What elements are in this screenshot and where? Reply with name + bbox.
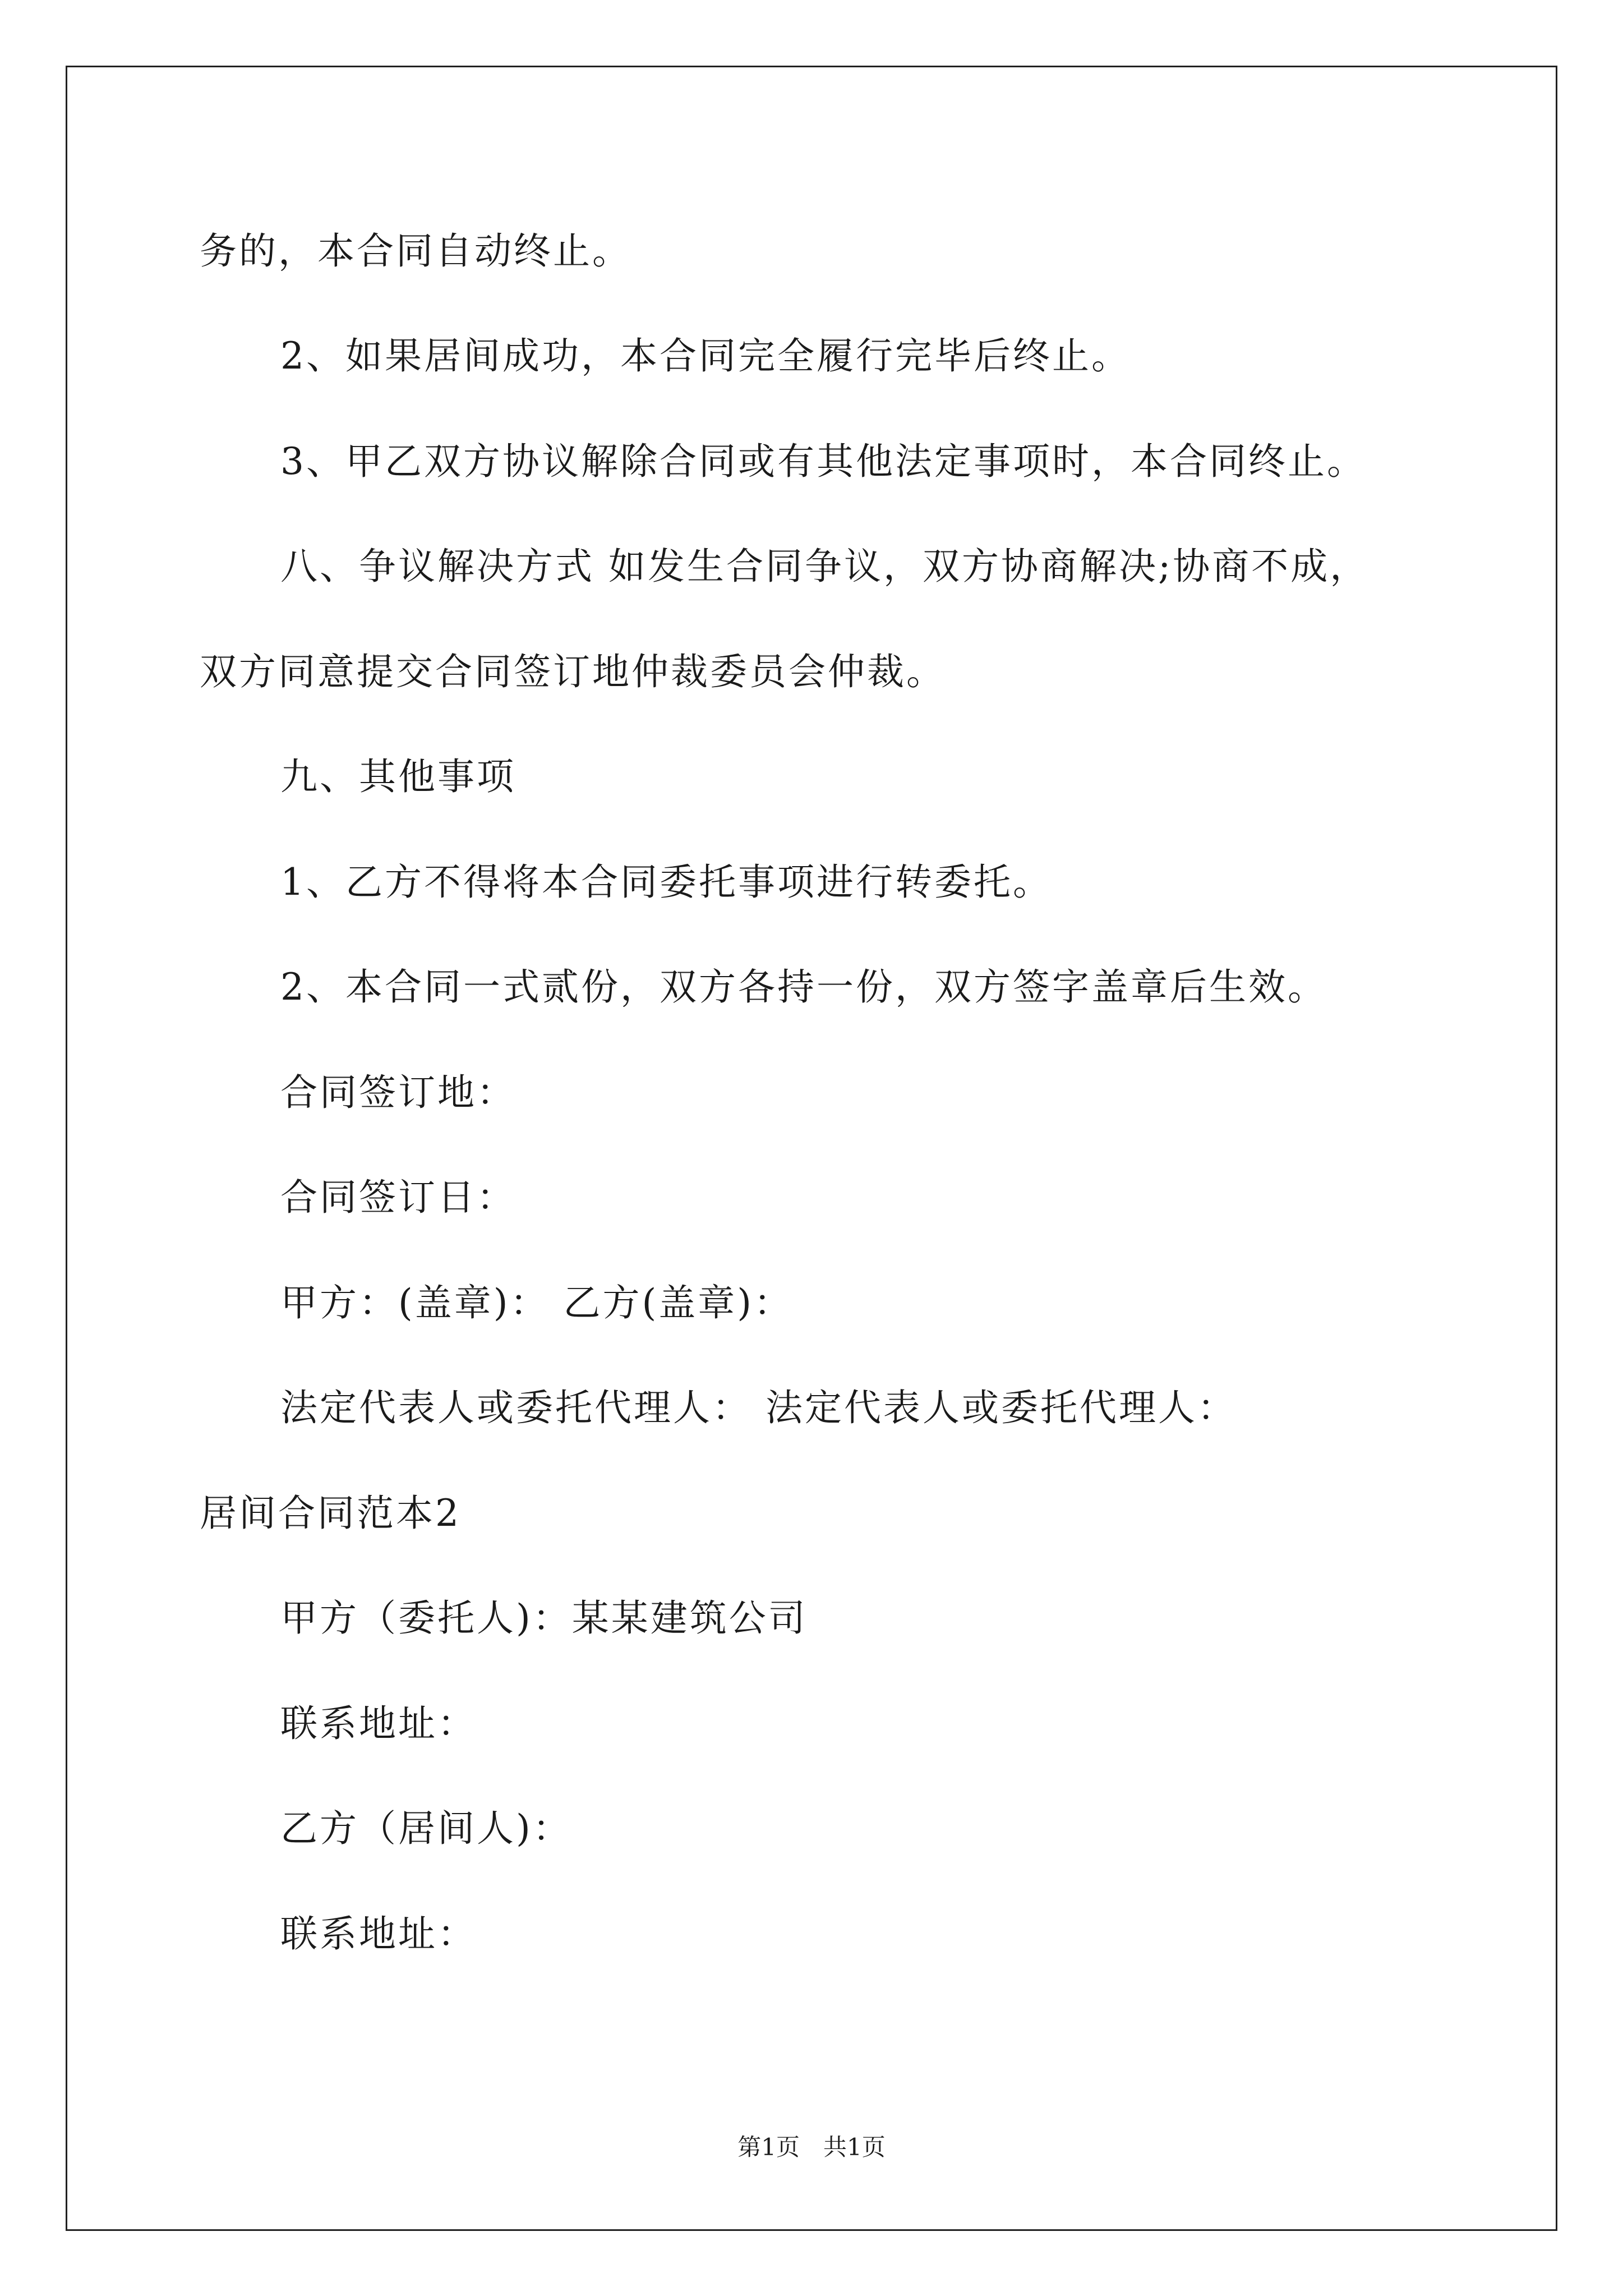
party-a-line: 甲方（委托人)：某某建筑公司 [280, 1596, 808, 1640]
page-number-footer: 第1页 共1页 [737, 2133, 886, 2161]
representative-line: 法定代表人或委托代理人： 法定代表人或委托代理人： [280, 1386, 1237, 1429]
party-b-line: 乙方（居间人)： [280, 1807, 572, 1850]
section-heading-other-matters: 九、其他事项 [280, 755, 516, 798]
party-seal-line: 甲方：(盖章)： 乙方(盖章)： [280, 1281, 793, 1324]
contract-line-1: 务的，本合同自动终止。 [200, 229, 631, 273]
signing-date-label: 合同签订日： [280, 1176, 516, 1219]
party-b-address-label: 联系地址： [280, 1912, 477, 1955]
contract-line-2: 2、如果居间成功，本合同完全履行完毕后终止。 [280, 334, 1131, 378]
contract-line-8: 2、本合同一式贰份，双方各持一份，双方签字盖章后生效。 [280, 965, 1327, 1009]
contract-line-7: 1、乙方不得将本合同委托事项进行转委托。 [280, 861, 1052, 904]
party-a-address-label: 联系地址： [280, 1702, 477, 1745]
contract-line-5: 双方同意提交合同签订地仲裁委员会仲裁。 [200, 650, 946, 693]
page-border [66, 66, 1557, 2231]
template-2-title: 居间合同范本2 [200, 1492, 461, 1535]
signing-place-label: 合同签订地： [280, 1071, 516, 1114]
contract-line-3: 3、甲乙双方协议解除合同或有其他法定事项时，本合同终止。 [280, 440, 1366, 483]
contract-line-4: 八、争议解决方式 如发生合同争议，双方协商解决;协商不成， [280, 545, 1370, 588]
